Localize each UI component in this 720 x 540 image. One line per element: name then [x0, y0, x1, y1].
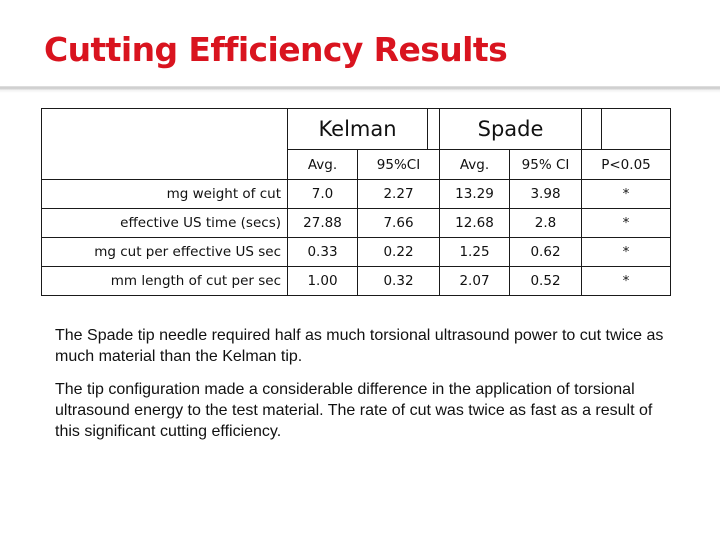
cell-spade-ci: 0.62 [510, 238, 582, 267]
row-label: mg cut per effective US sec [42, 238, 288, 267]
table-row [42, 209, 671, 238]
cell-spade-ci: 2.8 [510, 209, 582, 238]
column-header-row [42, 150, 671, 180]
table-row [42, 238, 671, 267]
slide-title: Cutting Efficiency Results [44, 30, 508, 69]
cell-kelman-ci: 0.22 [358, 238, 440, 267]
cell-significance: * [582, 180, 671, 209]
cell-kelman-ci: 0.32 [358, 267, 440, 296]
column-header-spade-ci: 95% CI [510, 150, 582, 180]
cell-spade-avg: 12.68 [440, 209, 510, 238]
row-label: mm length of cut per sec [42, 267, 288, 296]
column-header-significance: P<0.05 [582, 150, 671, 180]
table-row [42, 180, 671, 209]
group-header-kelman: Kelman [288, 109, 428, 150]
cell-kelman-ci: 2.27 [358, 180, 440, 209]
cell-significance: * [582, 209, 671, 238]
cell-kelman-avg: 7.0 [288, 180, 358, 209]
column-header-kelman-ci: 95%CI [358, 150, 440, 180]
cell-spade-avg: 2.07 [440, 267, 510, 296]
cell-spade-ci: 0.52 [510, 267, 582, 296]
column-header-kelman-avg: Avg. [288, 150, 358, 180]
table-row [42, 267, 671, 296]
cell-significance: * [582, 267, 671, 296]
row-label: mg weight of cut [42, 180, 288, 209]
cell-significance: * [582, 238, 671, 267]
title-divider-shadow [0, 90, 720, 93]
header-blank-cell [42, 109, 288, 150]
header-spacer-cell [428, 109, 440, 150]
conclusion-paragraph: The tip configuration made a considerable difference in the application of torsional ultrasound energy to the test material. The rate of cut was twice as fast as a result of this significant cutting efficiency. [55, 381, 653, 440]
group-header-spade: Spade [440, 109, 582, 150]
cell-spade-avg: 13.29 [440, 180, 510, 209]
results-table [41, 108, 671, 296]
header-spacer-cell [582, 109, 602, 150]
cell-kelman-avg: 27.88 [288, 209, 358, 238]
group-header-row [42, 109, 671, 150]
cell-kelman-avg: 0.33 [288, 238, 358, 267]
cell-kelman-avg: 1.00 [288, 267, 358, 296]
cell-spade-avg: 1.25 [440, 238, 510, 267]
summary-paragraph: The Spade tip needle required half as much torsional ultrasound power to cut twice as much material than the Kelman tip. [55, 327, 664, 365]
cell-spade-ci: 3.98 [510, 180, 582, 209]
header-blank-cell [602, 109, 671, 150]
column-header-blank [42, 150, 288, 180]
row-label: effective US time (secs) [42, 209, 288, 238]
column-header-spade-avg: Avg. [440, 150, 510, 180]
cell-kelman-ci: 7.66 [358, 209, 440, 238]
